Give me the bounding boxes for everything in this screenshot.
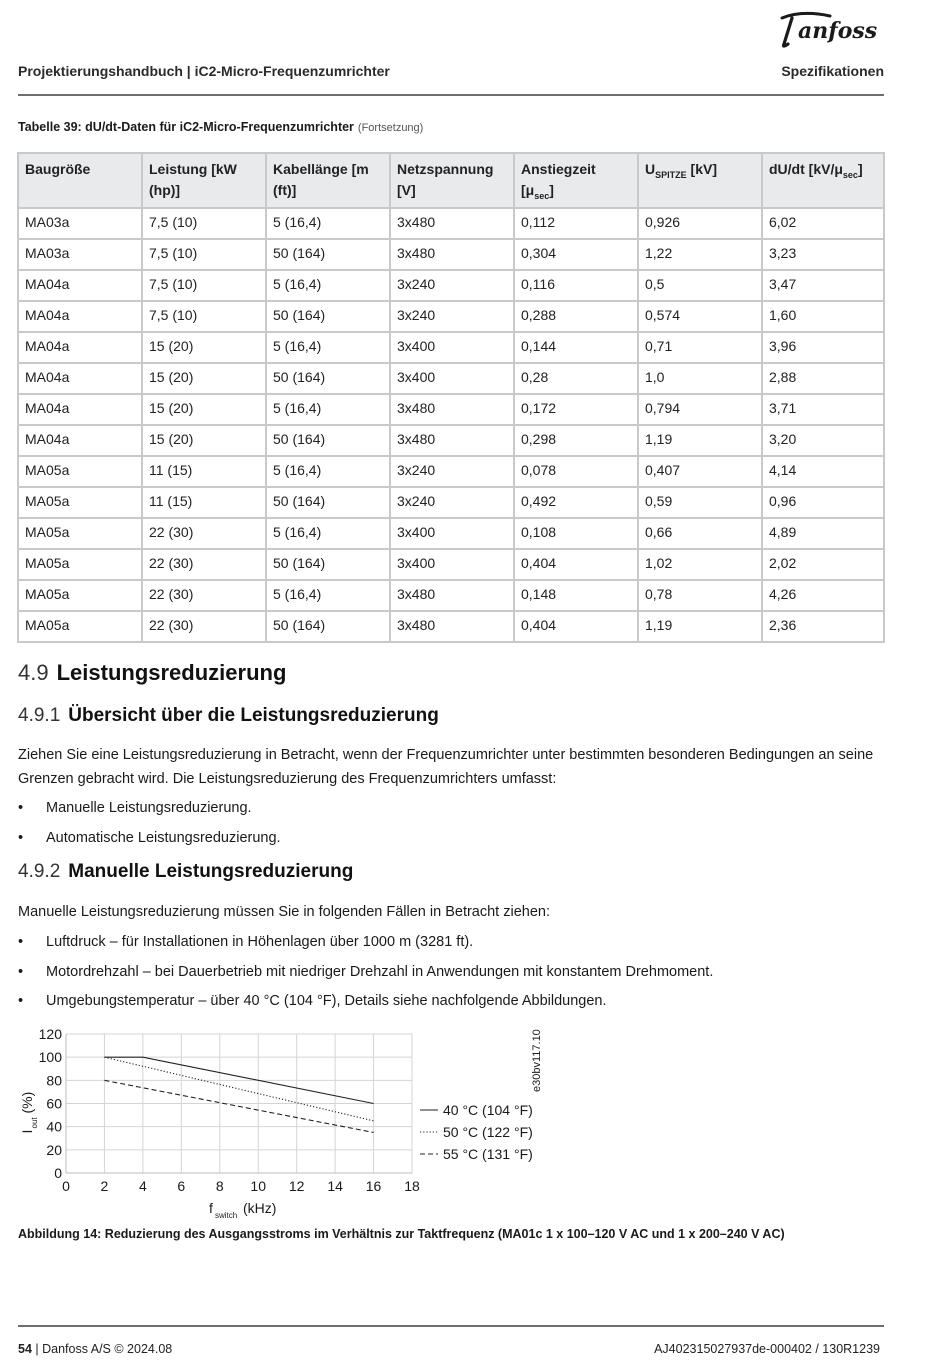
y-axis-label-sub: out <box>30 1117 39 1129</box>
dudt-table <box>17 152 885 643</box>
col-header-anstiegzeit <box>514 153 638 208</box>
bullet-icon: • <box>18 800 24 816</box>
table-caption-text: Tabelle 39: dU/dt-Daten für iC2-Micro-Frequenzumrichter <box>18 120 354 134</box>
x-tick-label: 14 <box>327 1178 343 1194</box>
table-header-row <box>18 153 884 208</box>
table-cell: 1,60 <box>762 301 884 332</box>
bullet-icon: • <box>18 934 24 950</box>
table-cell: 22 (30) <box>142 611 266 642</box>
table-cell: 3,23 <box>762 239 884 270</box>
table-cell: 1,0 <box>638 363 762 394</box>
y-tick-label: 60 <box>46 1095 62 1112</box>
table-cell: 0,112 <box>514 208 638 239</box>
table-cell: 0,794 <box>638 394 762 425</box>
table-cell: 50 (164) <box>266 239 390 270</box>
table-cell: 4,14 <box>762 456 884 487</box>
table-cell: 4,89 <box>762 518 884 549</box>
x-tick-label: 16 <box>365 1178 382 1194</box>
col-header-label: Baugröße <box>25 161 91 177</box>
table-cell: 5 (16,4) <box>266 456 390 487</box>
table-cell: 7,5 (10) <box>142 301 266 332</box>
table-cell: 0,116 <box>514 270 638 301</box>
y-axis-label-main: I <box>19 1129 35 1134</box>
table-cell: 50 (164) <box>266 487 390 518</box>
table-row <box>18 549 884 580</box>
table-cell: 3,96 <box>762 332 884 363</box>
x-tick-label: 18 <box>404 1178 420 1194</box>
legend-label: 40 °C (104 °F) <box>443 1102 533 1118</box>
table-cell: 3x480 <box>390 580 514 611</box>
col-header-label: Kabellänge [m (ft)] <box>273 161 369 198</box>
table-cell: 5 (16,4) <box>266 270 390 301</box>
figure-code-group <box>531 1029 543 1092</box>
table-row <box>18 270 884 301</box>
table-cell: 3x240 <box>390 487 514 518</box>
col-header-label: $U_{SPITZE}$ [kV] <box>645 161 717 180</box>
table-cell: 3x400 <box>390 332 514 363</box>
table-cell: 5 (16,4) <box>266 580 390 611</box>
bullet-icon: • <box>18 993 24 1009</box>
table-cell: 7,5 (10) <box>142 208 266 239</box>
table-body <box>18 208 884 642</box>
danfoss-logo <box>772 8 884 50</box>
paragraph-overview <box>18 743 884 791</box>
x-tick-label: 4 <box>138 1178 147 1194</box>
section-heading-4-9-2 <box>18 861 353 883</box>
col-header-baugroesse <box>18 153 142 208</box>
table-cell: 3x480 <box>390 611 514 642</box>
table-caption <box>18 120 423 134</box>
table-cell: 3x240 <box>390 456 514 487</box>
legend-label: 55 °C (131 °F) <box>443 1146 533 1162</box>
table-cell: 5 (16,4) <box>266 332 390 363</box>
table-cell: 22 (30) <box>142 549 266 580</box>
table-cell: 0,574 <box>638 301 762 332</box>
table-cell: MA04a <box>18 425 142 456</box>
list-item-text: Luftdruck – für Installationen in Höhenlagen über 1000 m (3281 ft). <box>46 934 474 950</box>
section-heading-4-9-1 <box>18 705 439 727</box>
table-cell: 3x480 <box>390 239 514 270</box>
section-number: 4.9 <box>18 660 49 685</box>
series-line-3 <box>104 1080 373 1132</box>
table-cell: MA04a <box>18 332 142 363</box>
y-axis-label-group <box>19 1092 39 1134</box>
table-cell: 2,88 <box>762 363 884 394</box>
y-tick-label: 120 <box>38 1026 62 1042</box>
table-cell: MA05a <box>18 456 142 487</box>
section-title: Leistungsreduzierung <box>56 660 287 685</box>
legend-label: 50 °C (122 °F) <box>443 1124 533 1140</box>
table-cell: MA04a <box>18 363 142 394</box>
table-cell: 50 (164) <box>266 549 390 580</box>
table-row <box>18 394 884 425</box>
x-tick-label: 2 <box>100 1178 109 1194</box>
table-cell: 7,5 (10) <box>142 239 266 270</box>
table-cell: 0,59 <box>638 487 762 518</box>
paragraph-line: Ziehen Sie eine Leistungsreduzierung in Betracht, wenn der Frequenzumrichter unter bestimmten besonderen Bedingungen an seine <box>18 747 874 763</box>
table-cell: 4,26 <box>762 580 884 611</box>
section-number: 4.9.2 <box>18 861 61 882</box>
footer-divider <box>18 1325 884 1327</box>
x-tick-label: 12 <box>288 1178 305 1194</box>
table-cell: 0,298 <box>514 425 638 456</box>
x-axis-label-main: f <box>209 1200 213 1216</box>
page-number: 54 <box>18 1342 32 1356</box>
col-header-label: Leistung [kW (hp)] <box>149 161 237 198</box>
section-title: Manuelle Leistungsreduzierung <box>68 861 354 882</box>
footer-company: | Danfoss A/S © 2024.08 <box>35 1342 173 1356</box>
table-cell: 1,22 <box>638 239 762 270</box>
bullet-icon: • <box>18 964 24 980</box>
table-cell: 0,172 <box>514 394 638 425</box>
table-cell: 0,404 <box>514 611 638 642</box>
series-line-2 <box>104 1057 373 1121</box>
x-tick-label: 6 <box>177 1178 186 1194</box>
table-cell: 3x400 <box>390 549 514 580</box>
table-row <box>18 487 884 518</box>
table-cell: 1,19 <box>638 425 762 456</box>
table-cell: 1,02 <box>638 549 762 580</box>
table-row <box>18 239 884 270</box>
header-divider <box>18 94 884 96</box>
table-cell: 22 (30) <box>142 518 266 549</box>
table-row <box>18 580 884 611</box>
table-cell: 0,404 <box>514 549 638 580</box>
table-cell: 0,148 <box>514 580 638 611</box>
table-cell: 5 (16,4) <box>266 208 390 239</box>
table-cell: 5 (16,4) <box>266 518 390 549</box>
running-header-section: Spezifikationen <box>781 63 884 79</box>
table-cell: 0,492 <box>514 487 638 518</box>
table-cell: 0,926 <box>638 208 762 239</box>
list-item-text: Motordrehzahl – bei Dauerbetrieb mit niedriger Drehzahl in Anwendungen mit konstantem Drehmoment. <box>46 964 714 980</box>
table-cell: 3x240 <box>390 301 514 332</box>
table-cell: 3x480 <box>390 394 514 425</box>
table-cell: 0,66 <box>638 518 762 549</box>
list-item-text: Automatische Leistungsreduzierung. <box>46 830 281 846</box>
table-cell: 3,71 <box>762 394 884 425</box>
table-cell: 3x240 <box>390 270 514 301</box>
col-header-netzspannung <box>390 153 514 208</box>
table-cell: MA05a <box>18 611 142 642</box>
table-cell: MA03a <box>18 239 142 270</box>
table-cell: 0,96 <box>762 487 884 518</box>
footer-doc-id: AJ402315027937de-000402 / 130R1239 <box>654 1342 880 1356</box>
table-cell: 1,19 <box>638 611 762 642</box>
table-cell: 15 (20) <box>142 394 266 425</box>
table-cell: 0,28 <box>514 363 638 394</box>
table-cell: 15 (20) <box>142 425 266 456</box>
derating-chart <box>10 1020 550 1225</box>
table-row <box>18 456 884 487</box>
table-cell: MA04a <box>18 270 142 301</box>
table-cell: MA04a <box>18 301 142 332</box>
table-cell: 0,108 <box>514 518 638 549</box>
table-row <box>18 208 884 239</box>
table-row <box>18 425 884 456</box>
col-header-dudt <box>762 153 884 208</box>
table-cell: 2,36 <box>762 611 884 642</box>
table-cell: 7,5 (10) <box>142 270 266 301</box>
col-header-label: Anstiegzeit $[\mu_{sec}]$ <box>521 161 596 201</box>
y-tick-label: 100 <box>38 1049 62 1066</box>
table-row <box>18 611 884 642</box>
bullet-icon: • <box>18 830 24 846</box>
section-title: Übersicht über die Leistungsreduzierung <box>68 705 439 726</box>
table-cell: 0,304 <box>514 239 638 270</box>
footer-left <box>18 1342 172 1356</box>
y-tick-label: 20 <box>46 1141 62 1158</box>
table-cell: 3x400 <box>390 363 514 394</box>
table-cell: 22 (30) <box>142 580 266 611</box>
x-axis-label-sub: switch <box>215 1211 238 1220</box>
list-item-text: Umgebungstemperatur – über 40 °C (104 °F), Details siehe nachfolgende Abbildungen. <box>46 993 607 1009</box>
table-cell: 3,47 <box>762 270 884 301</box>
x-axis-label-unit: (kHz) <box>243 1200 277 1216</box>
table-cell: MA05a <box>18 487 142 518</box>
table-cell: 15 (20) <box>142 363 266 394</box>
table-cell: 50 (164) <box>266 301 390 332</box>
col-header-uspitze <box>638 153 762 208</box>
section-heading-4-9 <box>18 660 286 686</box>
y-axis-label-unit: (%) <box>19 1091 35 1114</box>
y-tick-label: 0 <box>54 1165 62 1181</box>
table-cell: 3x480 <box>390 425 514 456</box>
col-header-label: dU/dt $[kV/\mu_{sec}]$ <box>769 161 863 180</box>
paragraph-line: Grenzen gebracht wird. Die Leistungsreduzierung des Frequenzumrichters umfasst: <box>18 771 557 787</box>
svg-text:anfoss: anfoss <box>798 18 878 44</box>
running-header-title: Projektierungshandbuch | iC2-Micro-Frequenzumrichter <box>18 63 390 79</box>
x-tick-label: 10 <box>250 1178 267 1194</box>
table-cell: 15 (20) <box>142 332 266 363</box>
figure-code: e30bv117.10 <box>531 1029 543 1092</box>
table-row <box>18 301 884 332</box>
table-cell: 11 (15) <box>142 487 266 518</box>
paragraph-manual: Manuelle Leistungsreduzierung müssen Sie in folgenden Fällen in Betracht ziehen: <box>18 904 550 920</box>
table-cell: MA05a <box>18 518 142 549</box>
table-cell: 3x400 <box>390 518 514 549</box>
y-tick-label: 40 <box>46 1118 62 1135</box>
table-row <box>18 332 884 363</box>
table-cell: MA03a <box>18 208 142 239</box>
x-tick-label: 8 <box>215 1178 224 1194</box>
table-cell: 0,5 <box>638 270 762 301</box>
table-cell: MA05a <box>18 580 142 611</box>
table-cell: MA04a <box>18 394 142 425</box>
table-cell: 0,078 <box>514 456 638 487</box>
table-cell: 2,02 <box>762 549 884 580</box>
table-cell: 0,407 <box>638 456 762 487</box>
list-item-text: Manuelle Leistungsreduzierung. <box>46 800 252 816</box>
col-header-leistung <box>142 153 266 208</box>
table-cell: 0,71 <box>638 332 762 363</box>
table-cell: 5 (16,4) <box>266 394 390 425</box>
table-cell: 6,02 <box>762 208 884 239</box>
table-caption-note: (Fortsetzung) <box>357 122 424 134</box>
col-header-kabellaenge <box>266 153 390 208</box>
table-cell: 0,288 <box>514 301 638 332</box>
table-cell: 3x480 <box>390 208 514 239</box>
figure-caption: Abbildung 14: Reduzierung des Ausgangsstroms im Verhältnis zur Taktfrequenz (MA01c 1 x 100–120 V AC und 1 x 200–240 V AC) <box>18 1227 785 1241</box>
section-number: 4.9.1 <box>18 705 61 726</box>
table-row <box>18 518 884 549</box>
x-tick-label: 0 <box>62 1178 70 1194</box>
table-cell: 50 (164) <box>266 611 390 642</box>
table-cell: 3,20 <box>762 425 884 456</box>
table-cell: 0,144 <box>514 332 638 363</box>
col-header-label: Netzspannung [V] <box>397 161 494 198</box>
table-cell: 50 (164) <box>266 425 390 456</box>
table-cell: 11 (15) <box>142 456 266 487</box>
table-row <box>18 363 884 394</box>
y-tick-label: 80 <box>46 1072 62 1089</box>
table-cell: MA05a <box>18 549 142 580</box>
table-cell: 0,78 <box>638 580 762 611</box>
table-cell: 50 (164) <box>266 363 390 394</box>
